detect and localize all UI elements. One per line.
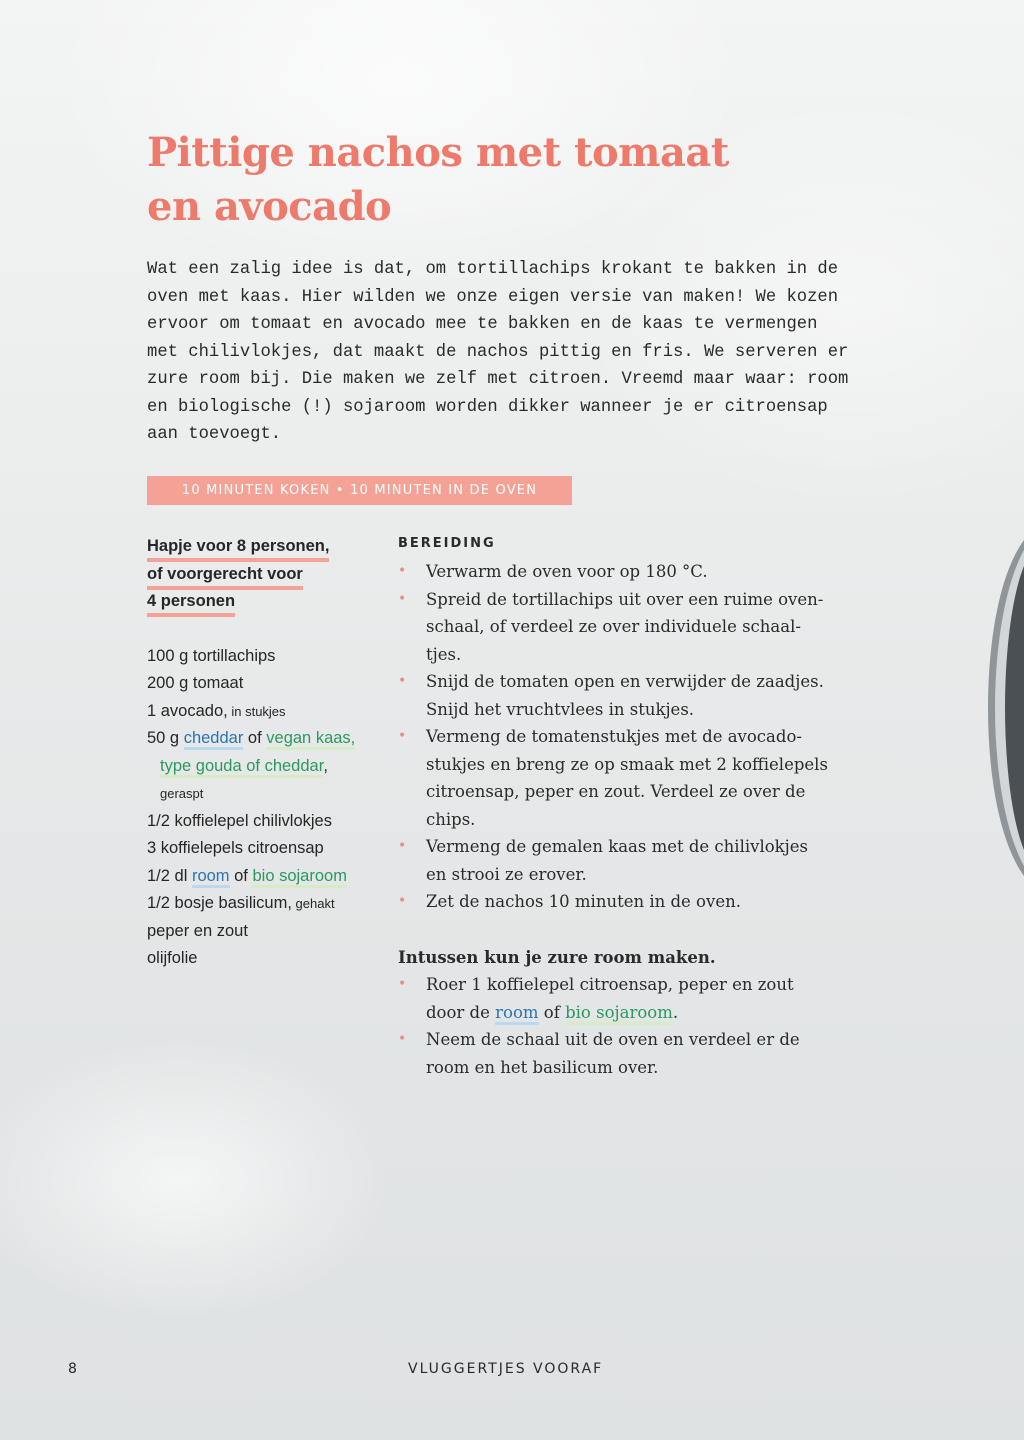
ingredient-item: 100 g tortillachips [147,646,276,665]
ingredients-column [147,533,387,973]
sour-cream-heading: Intussen kun je zure room maken. [398,947,716,967]
ingredient-item: 3 koffielepels citroensap [147,839,324,857]
intro-line: zure room bij. Die maken we zelf met citroen. Vreemd maar waar: room [147,370,849,389]
preparation-steps [398,558,888,916]
step-line: tjes. [426,644,462,664]
option-separator: of [229,866,253,885]
step-item [398,971,888,1026]
ingredient-item [147,725,387,753]
title-line-1: Pittige nachos met tomaat [147,129,729,176]
option-bio-sojaroom: bio sojaroom [252,867,346,888]
sour-cream-steps [398,971,888,1081]
option-room: room [192,867,230,888]
step-item [398,586,888,669]
recipe-title [147,126,787,234]
ingredient-amount: 50 g [147,729,184,747]
option-separator: of [243,729,267,747]
bullet-icon: • [398,563,407,579]
serving-info [147,533,387,616]
step-item [398,833,888,888]
step-item [398,888,888,916]
step-line: citroensap, peper en zout. Verdeel ze over de [426,782,806,801]
bullet-icon: • [398,590,407,607]
step-line: en strooi ze erover. [426,864,587,884]
step-item [398,558,888,586]
step-line: Vermeng de gemalen kaas met de chilivlokjes [426,837,809,856]
ingredient-name: 1/2 bosje basilicum, [147,894,292,912]
option-separator: of [538,1002,566,1022]
intro-line: en biologische (!) sojaroom worden dikker wanneer je er citroensap [147,397,828,417]
punctuation: . [672,1002,679,1022]
intro-line: ervoor om tomaat en avocado mee te bakken en de kaas te vermengen [147,315,818,334]
bullet-icon: • [398,673,407,689]
bowl-photo-edge [984,536,1024,880]
recipe-intro [147,256,887,449]
preparation-heading: BEREIDING [398,536,496,551]
intro-line: aan toevoegt. [147,425,282,444]
step-item [398,723,888,833]
step-line: Verwarm de oven voor op 180 °C. [426,562,708,581]
ingredient-item [147,863,387,891]
serving-line: 4 personen [147,592,235,617]
step-line: room en het basilicum over. [426,1057,659,1077]
ingredient-item: olijfolie [147,949,198,967]
ingredient-note: gehakt [291,896,335,911]
step-line: Neem de schaal uit de oven en verdeel er de [426,1030,800,1049]
ingredient-name: 1 avocado, [147,701,228,720]
bullet-icon: • [398,838,407,854]
option-vegan-kaas: vegan kaas, [266,729,355,750]
punctuation: , [323,756,328,775]
ingredient-item [147,890,387,918]
ingredient-item [147,698,387,726]
step-line: Snijd het vruchtvlees in stukjes. [426,699,695,719]
title-line-2: en avocado [147,183,392,230]
bullet-icon: • [398,976,407,992]
option-cheddar: cheddar [184,729,244,750]
section-title: VLUGGERTJES VOORAF [408,1361,604,1377]
ingredient-note: in stukjes [227,703,286,719]
bullet-icon: • [398,728,407,744]
step-item [398,1026,888,1081]
step-line: Roer 1 koffielepel citroensap, peper en zout [426,975,794,994]
preparation-column [398,536,888,1081]
intro-line: met chilivlokjes, dat maakt de nachos pittig en fris. We serveren er [147,342,849,362]
ingredient-item-continued [147,753,387,781]
time-badge: 10 MINUTEN KOKEN • 10 MINUTEN IN DE OVEN [147,476,572,505]
ingredient-amount: 1/2 dl [147,866,192,885]
option-vegan-kaas-type: type gouda of cheddar [160,757,323,778]
option-bio-sojaroom: bio sojaroom [565,1003,673,1025]
page-number: 8 [68,1361,77,1377]
step-line: Vermeng de tomatenstukjes met de avocado- [426,727,802,746]
ingredient-list [147,643,387,973]
serving-line: Hapje voor 8 personen, [147,537,329,562]
ingredient-item: peper en zout [147,921,248,940]
ingredient-note: geraspt [160,786,204,801]
ingredient-item: 1/2 koffielepel chilivlokjes [147,811,332,830]
option-room: room [495,1003,538,1025]
serving-line: of voorgerecht voor [147,565,303,590]
step-line: door de [426,1002,496,1022]
step-line: Snijd de tomaten open en verwijder de zaadjes. [426,672,824,691]
step-line: Spreid de tortillachips uit over een ruime oven- [426,589,824,609]
step-line: schaal, of verdeel ze over individuele schaal- [426,617,801,636]
bullet-icon: • [398,1031,407,1047]
step-line: stukjes en breng ze op smaak met 2 koffielepels [426,754,828,774]
step-line: chips. [426,809,476,829]
intro-line: oven met kaas. Hier wilden we onze eigen versie van maken! We kozen [147,287,839,307]
bullet-icon: • [398,893,407,909]
step-line: Zet de nachos 10 minuten in de oven. [426,892,741,911]
intro-line: Wat een zalig idee is dat, om tortillachips krokant te bakken in de [147,260,839,279]
ingredient-item: 200 g tomaat [147,674,244,692]
step-item [398,668,888,723]
